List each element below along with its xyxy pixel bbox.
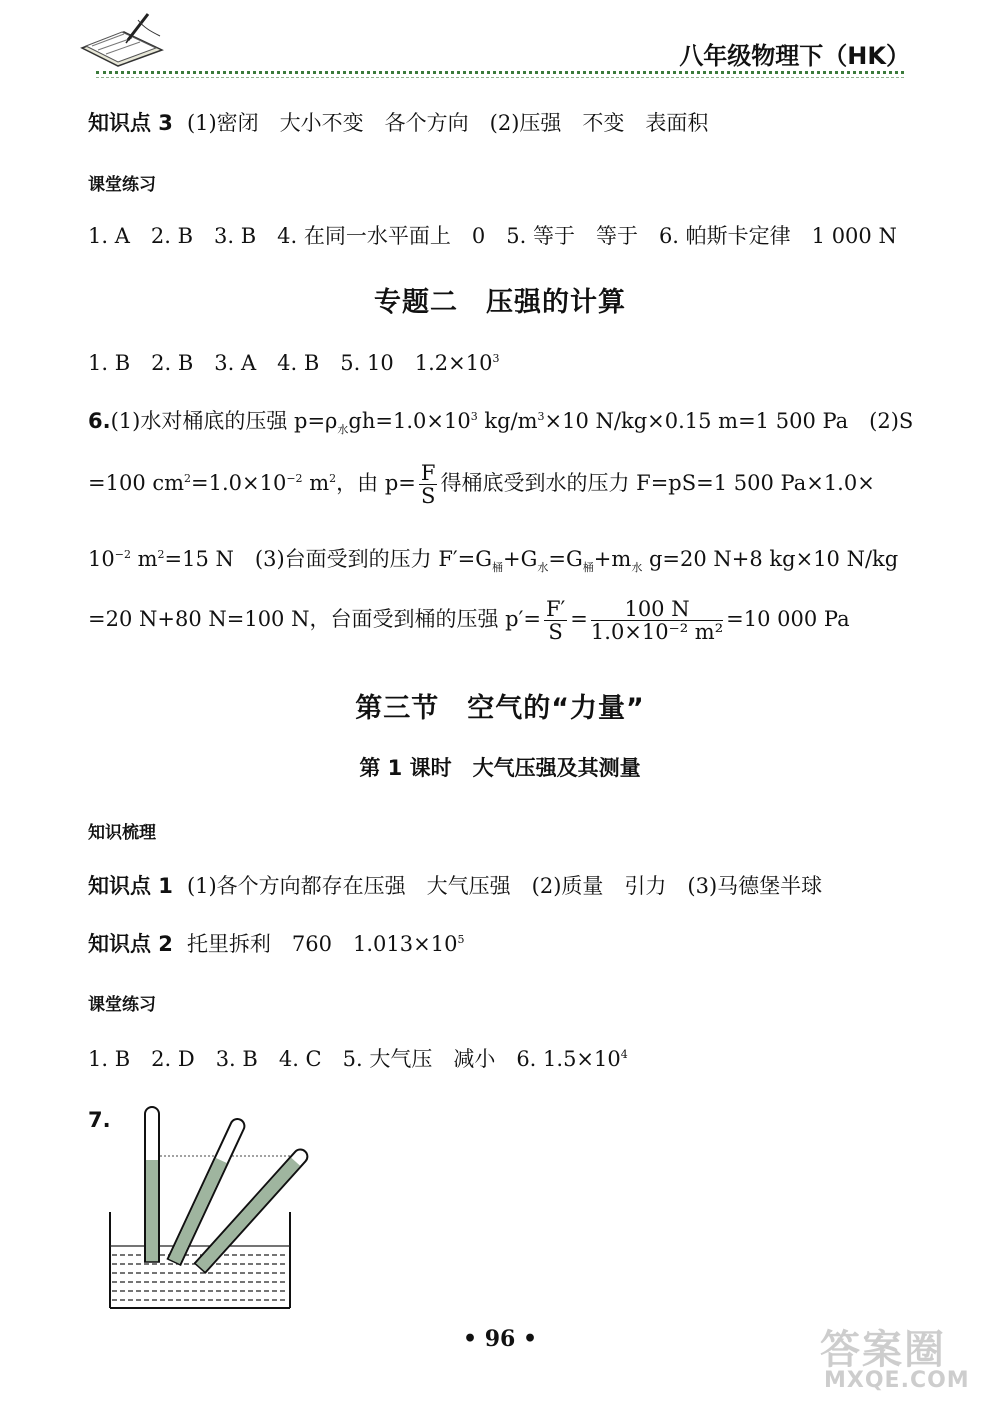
q6-l3-f: +m [593, 547, 632, 571]
practice-answers-2 [88, 1043, 628, 1073]
header-logo [78, 10, 168, 70]
topic2-answers-text: 1. B 2. B 3. A 4. B 5. 10 1.2×10 [88, 351, 493, 375]
practice-answers-2-exp: 4 [620, 1048, 628, 1061]
q6-l1-a: (1)水对桶底的压强 p=ρ [110, 409, 338, 433]
fraction-fprime-over-s [544, 598, 567, 643]
q6-l2-c: m [302, 471, 330, 495]
q6-l3-b: m [130, 547, 158, 571]
q6-l1-sub: 水 [337, 423, 349, 437]
section3-title: 第三节 空气的“力量” [355, 693, 645, 724]
kp3-line [88, 107, 708, 137]
q6-line-2 [88, 462, 875, 507]
q6-l1-c: kg/m [477, 409, 538, 433]
tubes-in-water-figure [100, 1100, 320, 1315]
q6-line-4 [88, 598, 850, 643]
q6-l3-e: =G [548, 547, 583, 571]
tube-vertical [144, 1107, 160, 1262]
book-title: 八年级物理下（HK） [679, 42, 910, 70]
q6-l1-d: ×10 N/kg×0.15 m=1 500 Pa (2)S [544, 409, 914, 433]
frac1-num: F [420, 461, 436, 485]
practice-heading-1: 课堂练习 [88, 175, 156, 195]
q6-l2-d: ，由 p= [336, 471, 416, 495]
q6-line-3 [88, 543, 898, 575]
q6-number: 6. [88, 409, 111, 433]
q6-l3-sub2: 水 [537, 561, 549, 575]
q6-l1-b: gh=1.0×10 [348, 409, 471, 433]
q6-l4-b: = [570, 607, 588, 631]
q6-l4-a: =20 N+80 N=100 N，台面受到桶的压强 p′= [88, 607, 541, 631]
review-heading: 知识梳理 [88, 823, 156, 843]
q6-l3-exp: −2 [114, 548, 131, 561]
q6-l3-c: =15 N (3)台面受到的压力 F′=G [164, 547, 493, 571]
q6-l3-sub3: 桶 [582, 561, 594, 575]
fraction-100n-over-area [591, 598, 723, 643]
water-lines [110, 1246, 290, 1300]
kp1-label: 知识点 1 [88, 874, 173, 898]
topic2-answers [88, 347, 499, 377]
frac2-num: F′ [545, 597, 566, 621]
q6-l2-a: =100 cm [88, 471, 185, 495]
header-divider-2 [96, 77, 904, 78]
q6-l1-exp: 3 [470, 410, 478, 423]
frac3-num: 100 N [591, 598, 723, 621]
topic2-title: 专题二 压强的计算 [374, 287, 626, 318]
page-number: • 96 • [462, 1326, 538, 1352]
q6-l1-exp2: 3 [537, 410, 545, 423]
kp2-exp: 5 [457, 933, 465, 946]
tube-tilted-1 [167, 1116, 248, 1265]
practice-answers-1: 1. A 2. B 3. B 4. 在同一水平面上 0 5. 等于 等于 6. 帕斯卡定律 1 000 N [88, 224, 897, 248]
q6-l3-sub1: 桶 [492, 561, 504, 575]
kp3-label: 知识点 3 [88, 111, 173, 135]
kp1-line [88, 870, 822, 900]
q6-l3-sub4: 水 [631, 561, 643, 575]
header-divider [96, 71, 904, 74]
kp2-line [88, 928, 464, 958]
fraction-f-over-s [419, 462, 438, 507]
q6-l3-g: g=20 N+8 kg×10 N/kg [642, 547, 899, 571]
practice-answers-2-text: 1. B 2. D 3. B 4. C 5. 大气压 减小 6. 1.5×10 [88, 1047, 621, 1071]
kp2-label: 知识点 2 [88, 932, 173, 956]
q6-l3-d: +G [503, 547, 538, 571]
notebook-pen-icon [78, 10, 168, 70]
q6-l3-a: 10 [88, 547, 115, 571]
watermark-logo: 答案圈 [820, 1327, 946, 1373]
frac1-den: S [420, 484, 436, 508]
q6-l2-exp3: 2 [329, 472, 337, 485]
watermark-url: MXQE.COM [824, 1368, 970, 1393]
q6-l2-exp2: −2 [286, 472, 303, 485]
q6-l2-exp: 2 [184, 472, 192, 485]
q7-number: 7. [88, 1108, 111, 1132]
frac2-den: S [548, 620, 563, 644]
q6-l2-e: 得桶底受到水的压力 F=pS=1 500 Pa×1.0× [440, 471, 875, 495]
topic2-answers-exp: 3 [492, 352, 500, 365]
q6-l3-exp2: 2 [157, 548, 165, 561]
practice-heading-2: 课堂练习 [88, 995, 156, 1015]
frac3-den: 1.0×10⁻² m² [590, 620, 724, 644]
kp3-text: (1)密闭 大小不变 各个方向 (2)压强 不变 表面积 [186, 111, 709, 135]
q6-line-1 [88, 405, 913, 437]
q6-l2-b: =1.0×10 [191, 471, 287, 495]
lesson-title: 第 1 课时 大气压强及其测量 [359, 756, 641, 780]
kp2-text: 托里拆利 760 1.013×10 [186, 932, 458, 956]
kp1-text: (1)各个方向都存在压强 大气压强 (2)质量 引力 (3)马德堡半球 [186, 874, 823, 898]
q6-l4-c: =10 000 Pa [726, 607, 850, 631]
